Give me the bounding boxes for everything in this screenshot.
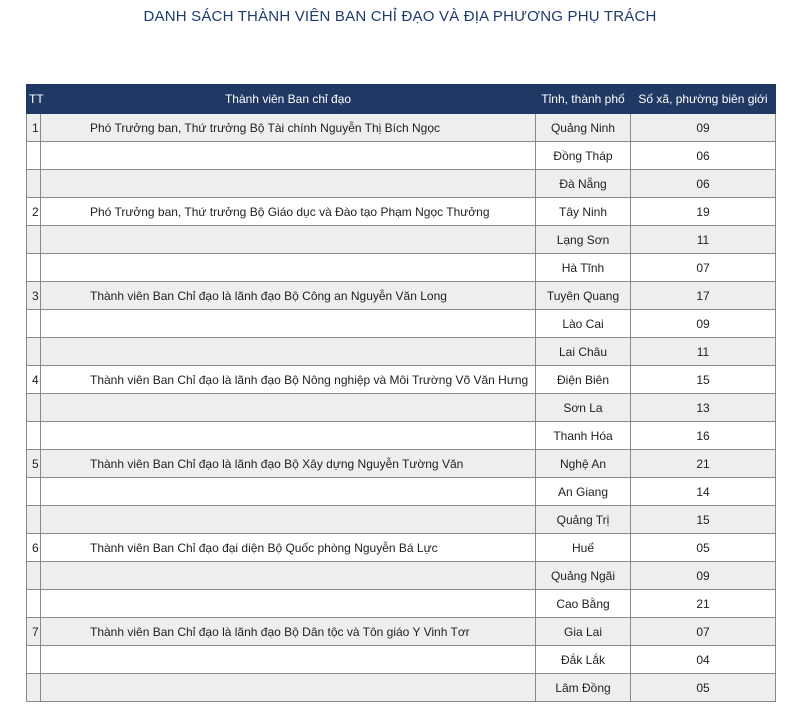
cell-member — [41, 254, 536, 282]
table-row — [27, 310, 776, 338]
header-member: Thành viên Ban chỉ đạo — [41, 85, 536, 114]
table-row — [27, 142, 776, 170]
cell-tt: 6 — [27, 534, 41, 562]
header-tt: TT — [27, 85, 41, 114]
cell-count: 15 — [631, 506, 776, 534]
cell-province: Thanh Hóa — [536, 422, 631, 450]
cell-tt — [27, 646, 41, 674]
header-count: Số xã, phường biên giới — [631, 85, 776, 114]
cell-province: Lào Cai — [536, 310, 631, 338]
table-row — [27, 170, 776, 198]
table-row — [27, 478, 776, 506]
table-row — [27, 562, 776, 590]
members-table — [26, 84, 776, 702]
cell-member — [41, 226, 536, 254]
table-body — [27, 114, 776, 702]
cell-count: 06 — [631, 142, 776, 170]
table-row — [27, 254, 776, 282]
cell-province: An Giang — [536, 478, 631, 506]
cell-tt — [27, 422, 41, 450]
table-row — [27, 366, 776, 394]
cell-tt: 2 — [27, 198, 41, 226]
cell-tt: 1 — [27, 114, 41, 142]
cell-count: 16 — [631, 422, 776, 450]
cell-count: 21 — [631, 450, 776, 478]
cell-member — [41, 646, 536, 674]
table-row — [27, 394, 776, 422]
cell-province: Sơn La — [536, 394, 631, 422]
cell-province: Điện Biên — [536, 366, 631, 394]
cell-tt: 5 — [27, 450, 41, 478]
table-row — [27, 450, 776, 478]
table-row — [27, 226, 776, 254]
page-title: DANH SÁCH THÀNH VIÊN BAN CHỈ ĐẠO VÀ ĐỊA PHƯƠNG PHỤ TRÁCH — [143, 8, 657, 25]
cell-tt — [27, 478, 41, 506]
cell-tt — [27, 310, 41, 338]
cell-tt: 7 — [27, 618, 41, 646]
cell-province: Lạng Sơn — [536, 226, 631, 254]
cell-member — [41, 674, 536, 702]
cell-member — [41, 478, 536, 506]
cell-tt — [27, 338, 41, 366]
cell-tt: 4 — [27, 366, 41, 394]
table-row — [27, 114, 776, 142]
table-row — [27, 198, 776, 226]
header-province: Tỉnh, thành phố — [536, 85, 631, 114]
cell-count: 05 — [631, 674, 776, 702]
cell-province: Huế — [536, 534, 631, 562]
cell-province: Đồng Tháp — [536, 142, 631, 170]
cell-province: Đắk Lắk — [536, 646, 631, 674]
cell-tt — [27, 674, 41, 702]
cell-province: Quảng Trị — [536, 506, 631, 534]
cell-province: Gia Lai — [536, 618, 631, 646]
cell-tt — [27, 170, 41, 198]
cell-province: Nghệ An — [536, 450, 631, 478]
table-row — [27, 674, 776, 702]
cell-count: 07 — [631, 618, 776, 646]
cell-tt — [27, 590, 41, 618]
cell-tt — [27, 254, 41, 282]
table-row — [27, 422, 776, 450]
cell-count: 21 — [631, 590, 776, 618]
table-row — [27, 646, 776, 674]
cell-member — [41, 338, 536, 366]
cell-count: 15 — [631, 366, 776, 394]
cell-member — [41, 590, 536, 618]
table-row — [27, 618, 776, 646]
cell-member — [41, 170, 536, 198]
cell-tt — [27, 506, 41, 534]
cell-count: 07 — [631, 254, 776, 282]
cell-member: Thành viên Ban Chỉ đạo là lãnh đạo Bộ Công an Nguyễn Văn Long — [41, 282, 536, 310]
cell-member: Thành viên Ban Chỉ đạo là lãnh đạo Bộ Nông nghiệp và Môi Trường Võ Văn Hưng — [41, 366, 536, 394]
cell-member — [41, 394, 536, 422]
cell-member — [41, 142, 536, 170]
cell-tt: 3 — [27, 282, 41, 310]
cell-member: Phó Trưởng ban, Thứ trưởng Bộ Giáo dục và Đào tạo Phạm Ngọc Thưởng — [41, 198, 536, 226]
cell-province: Tuyên Quang — [536, 282, 631, 310]
cell-tt — [27, 562, 41, 590]
cell-tt — [27, 226, 41, 254]
cell-count: 17 — [631, 282, 776, 310]
cell-count: 05 — [631, 534, 776, 562]
cell-province: Lâm Đồng — [536, 674, 631, 702]
cell-member — [41, 422, 536, 450]
table-row — [27, 338, 776, 366]
cell-province: Đà Nẵng — [536, 170, 631, 198]
cell-member — [41, 506, 536, 534]
cell-count: 09 — [631, 310, 776, 338]
cell-province: Quảng Ninh — [536, 114, 631, 142]
table-row — [27, 506, 776, 534]
cell-count: 06 — [631, 170, 776, 198]
table-row — [27, 590, 776, 618]
cell-count: 19 — [631, 198, 776, 226]
cell-member — [41, 562, 536, 590]
cell-province: Tây Ninh — [536, 198, 631, 226]
cell-member: Thành viên Ban Chỉ đạo là lãnh đạo Bộ Xây dựng Nguyễn Tường Văn — [41, 450, 536, 478]
cell-count: 13 — [631, 394, 776, 422]
cell-count: 09 — [631, 562, 776, 590]
table-header-row — [27, 85, 776, 114]
cell-count: 11 — [631, 338, 776, 366]
cell-count: 14 — [631, 478, 776, 506]
cell-count: 04 — [631, 646, 776, 674]
table-row — [27, 282, 776, 310]
cell-tt — [27, 142, 41, 170]
cell-province: Lai Châu — [536, 338, 631, 366]
table-row — [27, 534, 776, 562]
cell-member: Thành viên Ban Chỉ đạo đại diện Bộ Quốc phòng Nguyễn Bá Lực — [41, 534, 536, 562]
cell-count: 09 — [631, 114, 776, 142]
cell-member: Thành viên Ban Chỉ đạo là lãnh đạo Bộ Dân tộc và Tôn giáo Y Vinh Tơr — [41, 618, 536, 646]
cell-province: Quảng Ngãi — [536, 562, 631, 590]
cell-member — [41, 310, 536, 338]
cell-province: Cao Bằng — [536, 590, 631, 618]
cell-member: Phó Trưởng ban, Thứ trưởng Bộ Tài chính Nguyễn Thị Bích Ngọc — [41, 114, 536, 142]
cell-province: Hà Tĩnh — [536, 254, 631, 282]
cell-count: 11 — [631, 226, 776, 254]
cell-tt — [27, 394, 41, 422]
